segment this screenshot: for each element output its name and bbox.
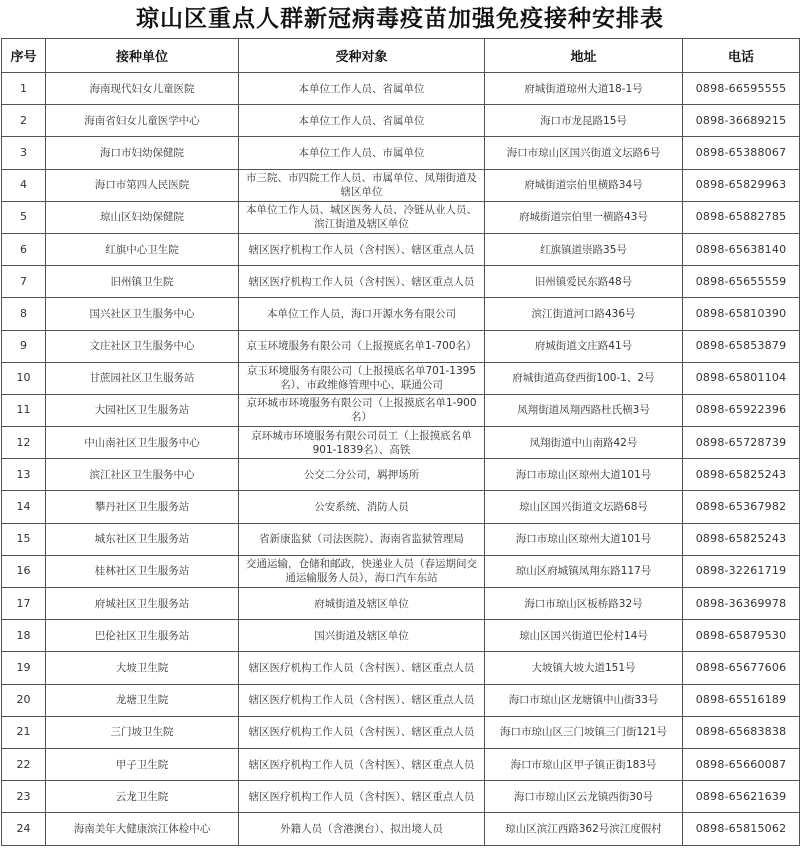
header-index: 序号	[2, 39, 46, 73]
cell-target: 辖区医疗机构工作人员（含村医）、辖区重点人员	[239, 781, 485, 813]
cell-phone: 0898-36369978	[683, 588, 800, 620]
cell-target: 本单位工作人员、市属单位	[239, 137, 485, 169]
cell-phone: 0898-65655559	[683, 266, 800, 298]
header-address: 地址	[485, 39, 683, 73]
table-row	[2, 588, 800, 620]
cell-index: 18	[2, 620, 46, 652]
cell-phone: 0898-65367982	[683, 491, 800, 523]
cell-unit: 海口市第四人民医院	[46, 169, 239, 201]
table-row	[2, 459, 800, 491]
cell-index: 14	[2, 491, 46, 523]
table-row	[2, 555, 800, 587]
cell-phone: 0898-65815062	[683, 813, 800, 845]
cell-phone: 0898-65853879	[683, 330, 800, 362]
cell-phone: 0898-65388067	[683, 137, 800, 169]
cell-address: 凤翔街道凤翔西路杜氏横3号	[485, 394, 683, 426]
cell-unit: 攀丹社区卫生服务站	[46, 491, 239, 523]
cell-address: 海口市琼山区国兴街道文坛路6号	[485, 137, 683, 169]
cell-phone: 0898-65825243	[683, 523, 800, 555]
cell-target: 本单位工作人员、城区医务人员、冷链从业人员、滨江街道及辖区单位	[239, 201, 485, 233]
cell-unit: 大园社区卫生服务站	[46, 394, 239, 426]
cell-target: 府城街道及辖区单位	[239, 588, 485, 620]
cell-target: 外籍人员（含港澳台）、拟出境人员	[239, 813, 485, 845]
cell-index: 21	[2, 716, 46, 748]
cell-address: 海口市琼山区龙塘镇中山街33号	[485, 684, 683, 716]
table-row	[2, 105, 800, 137]
cell-phone: 0898-65728739	[683, 427, 800, 459]
cell-address: 海口市琼山区板桥路32号	[485, 588, 683, 620]
cell-address: 海口市琼山区琼州大道101号	[485, 523, 683, 555]
cell-target: 京环城市环境服务有限公司员工（上报摸底名单901-1839名）、高铁	[239, 427, 485, 459]
cell-target: 京玉环境服务有限公司（上报摸底名单1-700名）	[239, 330, 485, 362]
cell-unit: 红旗中心卫生院	[46, 233, 239, 265]
cell-unit: 海南美年大健康滨江体检中心	[46, 813, 239, 845]
cell-unit: 巴伦社区卫生服务站	[46, 620, 239, 652]
cell-address: 旧州镇爱民东路48号	[485, 266, 683, 298]
cell-address: 府城街道宗伯里横路34号	[485, 169, 683, 201]
cell-unit: 桂林社区卫生服务站	[46, 555, 239, 587]
cell-target: 本单位工作人员、省属单位	[239, 73, 485, 105]
cell-index: 16	[2, 555, 46, 587]
cell-unit: 琼山区妇幼保健院	[46, 201, 239, 233]
cell-target: 京环城市环境服务有限公司（上报摸底名单1-900名）	[239, 394, 485, 426]
cell-phone: 0898-65882785	[683, 201, 800, 233]
cell-address: 府城街道琼州大道18-1号	[485, 73, 683, 105]
cell-phone: 0898-65810390	[683, 298, 800, 330]
cell-phone: 0898-65801104	[683, 362, 800, 394]
cell-index: 11	[2, 394, 46, 426]
cell-unit: 城东社区卫生服务站	[46, 523, 239, 555]
table-row	[2, 137, 800, 169]
header-row	[2, 39, 800, 73]
cell-target: 辖区医疗机构工作人员（含村医）、辖区重点人员	[239, 266, 485, 298]
table-body	[2, 73, 800, 846]
cell-index: 19	[2, 652, 46, 684]
table-row	[2, 781, 800, 813]
cell-index: 13	[2, 459, 46, 491]
cell-address: 琼山区府城镇凤翔东路117号	[485, 555, 683, 587]
cell-address: 琼山区滨江西路362号滨江度假村	[485, 813, 683, 845]
cell-phone: 0898-65677606	[683, 652, 800, 684]
cell-unit: 中山南社区卫生服务中心	[46, 427, 239, 459]
table-row	[2, 684, 800, 716]
cell-index: 7	[2, 266, 46, 298]
cell-index: 2	[2, 105, 46, 137]
cell-unit: 三门坡卫生院	[46, 716, 239, 748]
cell-index: 9	[2, 330, 46, 362]
cell-address: 海口市琼山区甲子镇正街183号	[485, 748, 683, 780]
cell-unit: 大坡卫生院	[46, 652, 239, 684]
cell-index: 15	[2, 523, 46, 555]
table-row	[2, 491, 800, 523]
cell-index: 12	[2, 427, 46, 459]
cell-target: 公交二分公司，羁押场所	[239, 459, 485, 491]
cell-target: 国兴街道及辖区单位	[239, 620, 485, 652]
cell-index: 5	[2, 201, 46, 233]
cell-phone: 0898-65922396	[683, 394, 800, 426]
cell-address: 海口市琼山区云龙镇西街30号	[485, 781, 683, 813]
cell-index: 6	[2, 233, 46, 265]
cell-target: 交通运输，仓储和邮政，快递业人员（春运期间交通运输服务人员），海口汽车东站	[239, 555, 485, 587]
table-row	[2, 169, 800, 201]
cell-unit: 甲子卫生院	[46, 748, 239, 780]
table-row	[2, 394, 800, 426]
cell-address: 府城街道高登西街100-1、2号	[485, 362, 683, 394]
cell-address: 琼山区国兴街道巴伦村14号	[485, 620, 683, 652]
cell-unit: 府城社区卫生服务站	[46, 588, 239, 620]
table-row	[2, 748, 800, 780]
cell-address: 琼山区国兴街道文坛路68号	[485, 491, 683, 523]
header-target: 受种对象	[239, 39, 485, 73]
cell-address: 大坡镇大坡大道151号	[485, 652, 683, 684]
cell-target: 辖区医疗机构工作人员（含村医）、辖区重点人员	[239, 716, 485, 748]
cell-phone: 0898-65621639	[683, 781, 800, 813]
cell-address: 府城街道宗伯里一横路43号	[485, 201, 683, 233]
cell-address: 府城街道文庄路41号	[485, 330, 683, 362]
cell-phone: 0898-32261719	[683, 555, 800, 587]
cell-target: 辖区医疗机构工作人员（含村医）、辖区重点人员	[239, 652, 485, 684]
table-header	[2, 39, 800, 73]
cell-address: 红旗镇道崇路35号	[485, 233, 683, 265]
cell-target: 本单位工作人员，海口开源水务有限公司	[239, 298, 485, 330]
cell-unit: 龙塘卫生院	[46, 684, 239, 716]
cell-unit: 海南现代妇女儿童医院	[46, 73, 239, 105]
cell-unit: 滨江社区卫生服务中心	[46, 459, 239, 491]
page-title: 琼山区重点人群新冠病毒疫苗加强免疫接种安排表	[136, 5, 664, 32]
cell-target: 辖区医疗机构工作人员（含村医）、辖区重点人员	[239, 233, 485, 265]
cell-target: 市三院、市四院工作人员、市属单位、凤翔街道及辖区单位	[239, 169, 485, 201]
header-phone: 电话	[683, 39, 800, 73]
cell-phone: 0898-65825243	[683, 459, 800, 491]
cell-phone: 0898-65879530	[683, 620, 800, 652]
table-row	[2, 523, 800, 555]
cell-phone: 0898-65829963	[683, 169, 800, 201]
cell-address: 滨江街道河口路436号	[485, 298, 683, 330]
cell-index: 23	[2, 781, 46, 813]
cell-phone: 0898-65516189	[683, 684, 800, 716]
cell-index: 4	[2, 169, 46, 201]
cell-address: 海口市琼山区三门坡镇三门街121号	[485, 716, 683, 748]
cell-address: 凤翔街道中山南路42号	[485, 427, 683, 459]
cell-target: 公安系统、消防人员	[239, 491, 485, 523]
table-row	[2, 427, 800, 459]
table-row	[2, 362, 800, 394]
cell-phone: 0898-36689215	[683, 105, 800, 137]
cell-index: 17	[2, 588, 46, 620]
cell-unit: 国兴社区卫生服务中心	[46, 298, 239, 330]
cell-index: 22	[2, 748, 46, 780]
cell-target: 京玉环境服务有限公司（上报摸底名单701-1395名）、市政维修管理中心、联通公司	[239, 362, 485, 394]
cell-unit: 云龙卫生院	[46, 781, 239, 813]
cell-address: 海口市琼山区琼州大道101号	[485, 459, 683, 491]
table-row	[2, 716, 800, 748]
cell-target: 本单位工作人员、省属单位	[239, 105, 485, 137]
cell-phone: 0898-65683838	[683, 716, 800, 748]
table-row	[2, 652, 800, 684]
cell-phone: 0898-65660087	[683, 748, 800, 780]
cell-unit: 旧州镇卫生院	[46, 266, 239, 298]
table-row	[2, 620, 800, 652]
table-row	[2, 233, 800, 265]
cell-phone: 0898-65638140	[683, 233, 800, 265]
cell-index: 10	[2, 362, 46, 394]
cell-index: 8	[2, 298, 46, 330]
table-row	[2, 813, 800, 845]
cell-target: 省新康监狱（司法医院）、海南省监狱管理局	[239, 523, 485, 555]
cell-phone: 0898-66595555	[683, 73, 800, 105]
cell-unit: 文庄社区卫生服务中心	[46, 330, 239, 362]
cell-index: 1	[2, 73, 46, 105]
cell-address: 海口市龙昆路15号	[485, 105, 683, 137]
table-row	[2, 201, 800, 233]
cell-index: 24	[2, 813, 46, 845]
table-row	[2, 73, 800, 105]
table-row	[2, 330, 800, 362]
table-row	[2, 266, 800, 298]
cell-unit: 海口市妇幼保健院	[46, 137, 239, 169]
cell-index: 20	[2, 684, 46, 716]
cell-target: 辖区医疗机构工作人员（含村医）、辖区重点人员	[239, 684, 485, 716]
cell-target: 辖区医疗机构工作人员（含村医）、辖区重点人员	[239, 748, 485, 780]
schedule-table	[1, 38, 800, 846]
table-row	[2, 298, 800, 330]
cell-unit: 海南省妇女儿童医学中心	[46, 105, 239, 137]
cell-index: 3	[2, 137, 46, 169]
cell-unit: 甘蔗园社区卫生服务站	[46, 362, 239, 394]
header-unit: 接种单位	[46, 39, 239, 73]
